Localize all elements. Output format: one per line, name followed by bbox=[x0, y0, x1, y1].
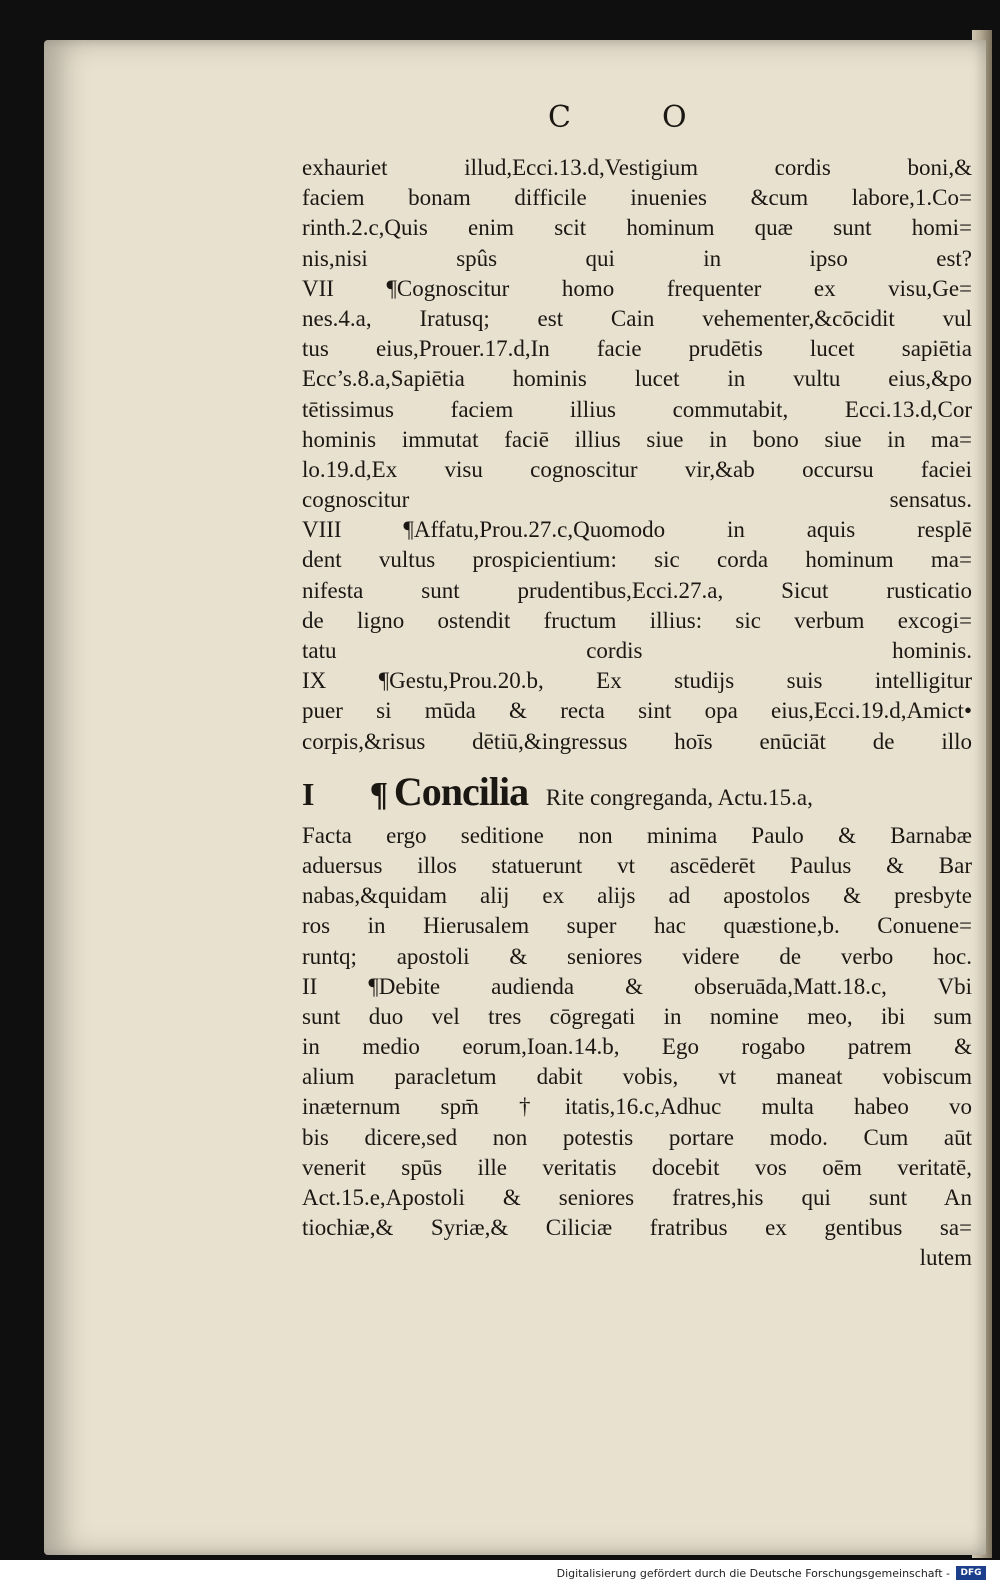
text-line: inæternum spm̄ †itatis,16.c,Adhuc multa habeo vo bbox=[302, 1094, 972, 1120]
text-block-1 bbox=[302, 153, 972, 757]
text-line: Facta ergo seditione non minima Paulo & Barnabæ bbox=[302, 822, 972, 848]
section-heading-rest: Rite congreganda, Actu.15.a, bbox=[545, 784, 813, 810]
running-head-left: C bbox=[548, 100, 571, 135]
text-line: tus eius,Prouer.17.d,In facie prudētis lucet sapiētia bbox=[302, 336, 972, 362]
text-line: tiochiæ,& Syriæ,& Ciliciæ fratribus ex gentibus sa= bbox=[302, 1215, 972, 1241]
running-head bbox=[0, 100, 1000, 140]
text-line: Ecc’s.8.a,Sapiētia hominis lucet in vultu eius,&po bbox=[302, 366, 972, 392]
section-heading bbox=[302, 763, 972, 821]
text-line: faciem bonam difficile inuenies &cum labore,1.Co= bbox=[302, 185, 972, 211]
text-line: de ligno ostendit fructum illius: sic verbum excogi= bbox=[302, 607, 972, 633]
catchword: lutem bbox=[919, 1245, 972, 1271]
text-line: aduersus illos statuerunt vt ascēderēt Paulus & Bar bbox=[302, 852, 972, 878]
text-line: VII ¶Cognoscitur homo frequenter ex visu,Ge= bbox=[302, 275, 972, 301]
section-number: I bbox=[302, 775, 315, 812]
section-word: Concilia bbox=[393, 768, 529, 814]
text-line: II ¶Debite audienda & obseruāda,Matt.18.c, Vbi bbox=[302, 973, 972, 999]
text-line: lo.19.d,Ex visu cognoscitur vir,&ab occursu faciei bbox=[302, 456, 972, 482]
text-line: puer si mūda & recta sint opa eius,Ecci.19.d,Amict• bbox=[302, 698, 972, 724]
text-line: Act.15.e,Apostoli & seniores fratres,his qui sunt An bbox=[302, 1185, 972, 1210]
text-line: nabas,&quidam alij ex alijs ad apostolos & presbyte bbox=[302, 883, 972, 909]
text-line: dent vultus prospicientium: sic corda hominum ma= bbox=[302, 547, 972, 573]
footer-bar bbox=[0, 1560, 1000, 1588]
page-text bbox=[302, 153, 972, 1274]
footer-credit: Digitalisierung gefördert durch die Deutsche Forschungsgemeinschaft - bbox=[556, 1567, 950, 1580]
text-line: ros in Hierusalem super hac quæstione,b. Conuene= bbox=[302, 913, 972, 939]
text-line: nifesta sunt prudentibus,Ecci.27.a, Sicut rusticatio bbox=[302, 577, 972, 603]
text-block-2 bbox=[302, 821, 972, 1244]
text-line: corpis,&risus dētiū,&ingressus hoīs enūciāt de illo bbox=[302, 728, 972, 754]
text-line: sunt duo vel tres cōgregati in nomine meo, ibi sum bbox=[302, 1003, 972, 1029]
text-line: tatu cordis hominis. bbox=[302, 638, 972, 663]
text-line: cognoscitur sensatus. bbox=[302, 487, 972, 513]
running-head-right: O bbox=[662, 100, 687, 135]
text-line: alium paracletum dabit vobis, vt maneat vobiscum bbox=[302, 1064, 972, 1090]
text-line: tētissimus faciem illius commutabit, Ecci.13.d,Cor bbox=[302, 396, 972, 422]
text-line: VIII ¶Affatu,Prou.27.c,Quomodo in aquis resplē bbox=[302, 517, 972, 543]
text-line: venerit spūs ille veritatis docebit vos oēm veritatē, bbox=[302, 1154, 972, 1180]
text-line: bis dicere,sed non potestis portare modo. Cum aūt bbox=[302, 1124, 972, 1150]
text-line: rinth.2.c,Quis enim scit hominum quæ sunt homi= bbox=[302, 215, 972, 241]
text-line: nis,nisi spûs qui in ipso est? bbox=[302, 245, 972, 271]
text-line: in medio eorum,Ioan.14.b, Ego rogabo patrem & bbox=[302, 1034, 972, 1060]
text-line: exhauriet illud,Ecci.13.d,Vestigium cordis boni,& bbox=[302, 155, 972, 180]
dfg-logo: DFG bbox=[956, 1566, 986, 1580]
paragraph-mark: ¶ bbox=[369, 775, 389, 813]
text-line: nes.4.a, Iratusq; est Cain vehementer,&cōcidit vul bbox=[302, 305, 972, 331]
text-line: hominis immutat faciē illius siue in bono siue in ma= bbox=[302, 426, 972, 452]
text-line: runtq; apostoli & seniores videre de verbo hoc. bbox=[302, 943, 972, 969]
text-line: IX ¶Gestu,Prou.20.b, Ex studijs suis intelligitur bbox=[302, 668, 972, 694]
